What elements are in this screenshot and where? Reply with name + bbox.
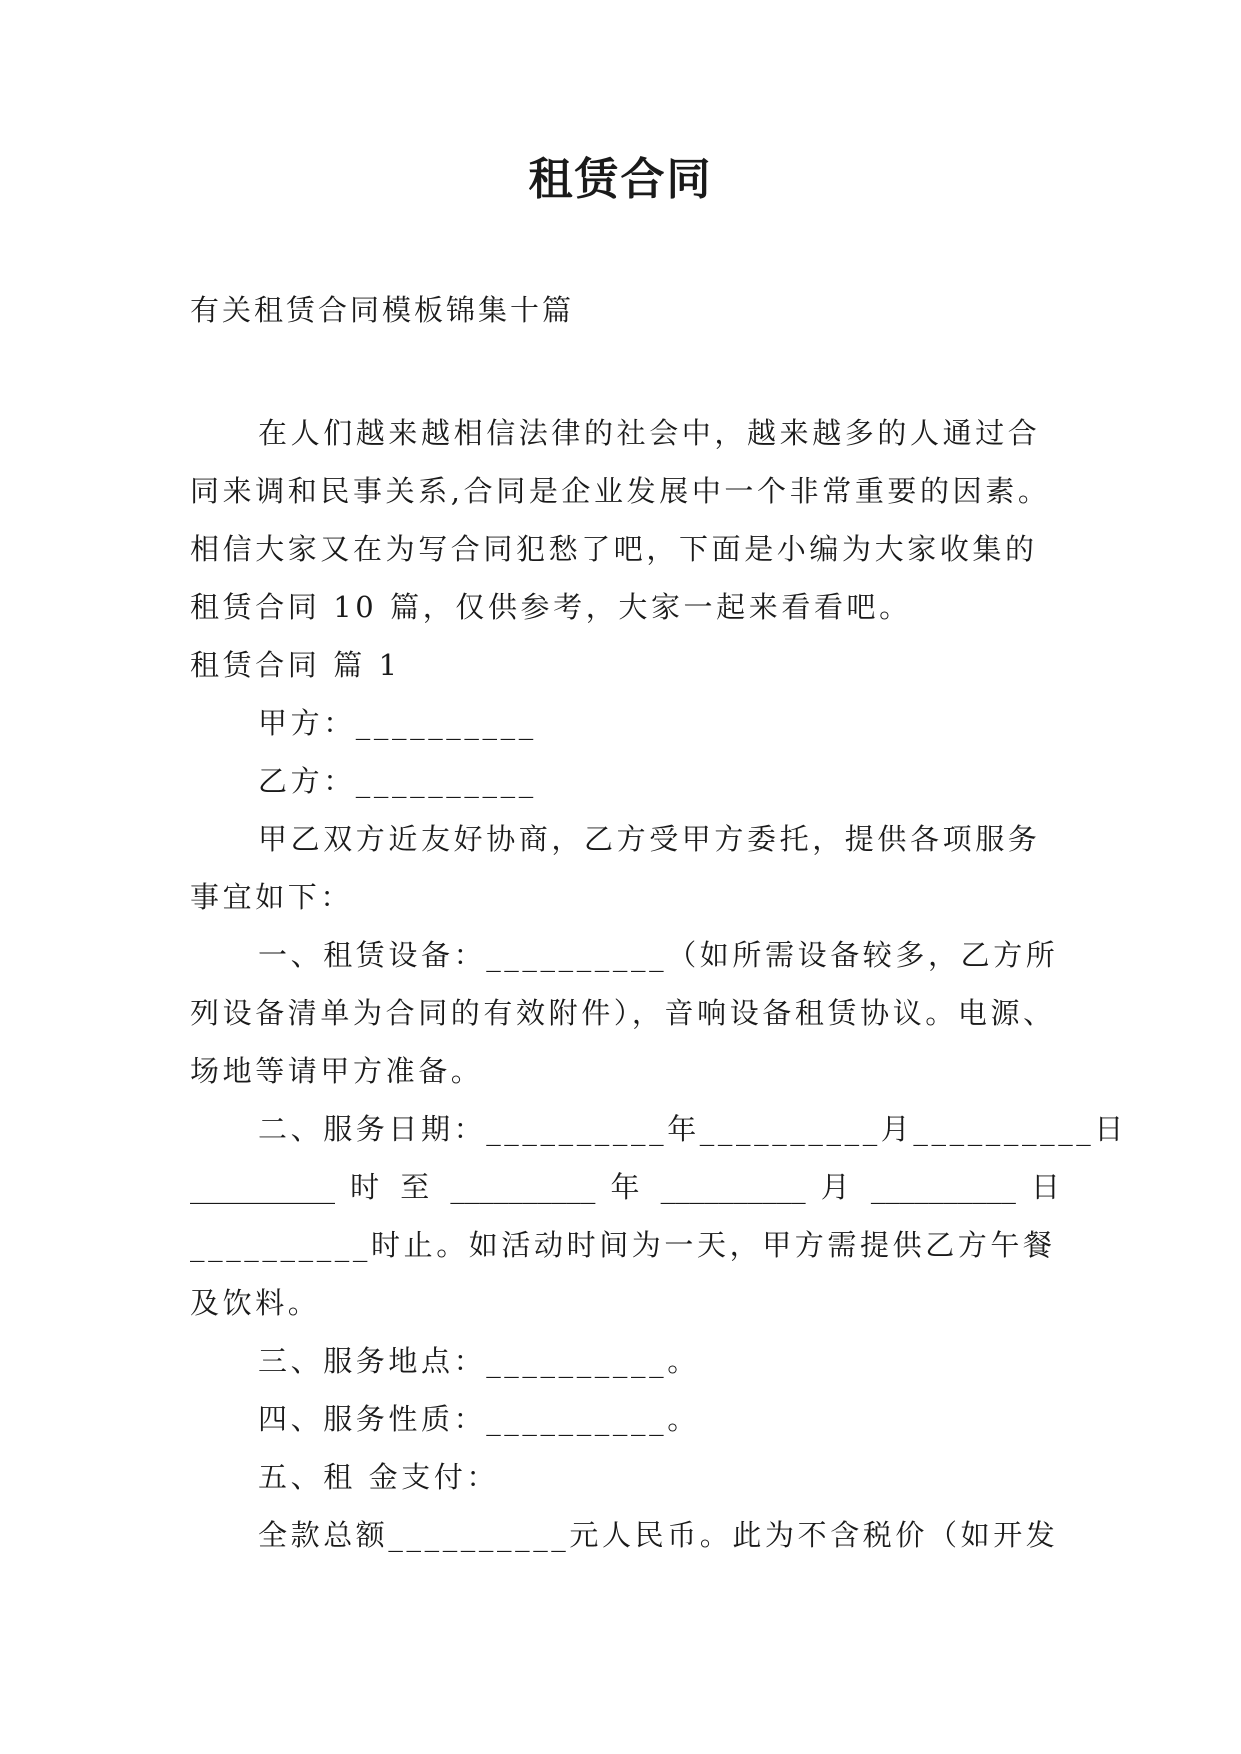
body-line: 在人们越来越相信法律的社会中，越来越多的人通过合 — [258, 416, 1041, 450]
body-line: 事宜如下： — [190, 880, 354, 914]
body-line: 及饮料。 — [190, 1286, 321, 1320]
body-line: __________时止。如活动时间为一天，甲方需提供乙方午餐 — [190, 1228, 1056, 1262]
body-line: 二、服务日期：__________年__________月__________日 — [258, 1112, 1128, 1146]
document-body — [190, 404, 1128, 1564]
body-line: 甲乙双方近友好协商，乙方受甲方委托，提供各项服务 — [258, 822, 1041, 856]
body-line: 五、租 金支付： — [258, 1460, 500, 1494]
body-line: 同来调和民事关系,合同是企业发展中一个非常重要的因素。 — [190, 474, 1051, 508]
body-line: 乙方：__________ — [258, 764, 537, 798]
body-line: 相信大家又在为写合同犯愁了吧，下面是小编为大家收集的 — [190, 532, 1038, 566]
body-line: 列设备清单为合同的有效附件），音响设备租赁协议。电源、 — [190, 996, 1056, 1030]
body-line: 租赁合同 10 篇，仅供参考，大家一起来看看吧。 — [190, 590, 912, 624]
document-title: 租赁合同 — [528, 154, 713, 205]
body-line: 租赁合同 篇 1 — [190, 648, 401, 682]
body-line: __________ 时 至 __________ 年 __________ 月 __________ 日 — [190, 1170, 1060, 1204]
body-line: 甲方：__________ — [258, 706, 537, 740]
body-line: 四、服务性质：__________。 — [258, 1402, 700, 1436]
body-line: 场地等请甲方准备。 — [190, 1054, 484, 1088]
body-line: 三、服务地点：__________。 — [258, 1344, 700, 1378]
document-subtitle: 有关租赁合同模板锦集十篇 — [190, 293, 575, 327]
body-line: 全款总额__________元人民币。此为不含税价（如开发 — [258, 1518, 1059, 1552]
body-line: 一、租赁设备：__________（如所需设备较多，乙方所 — [258, 938, 1059, 972]
